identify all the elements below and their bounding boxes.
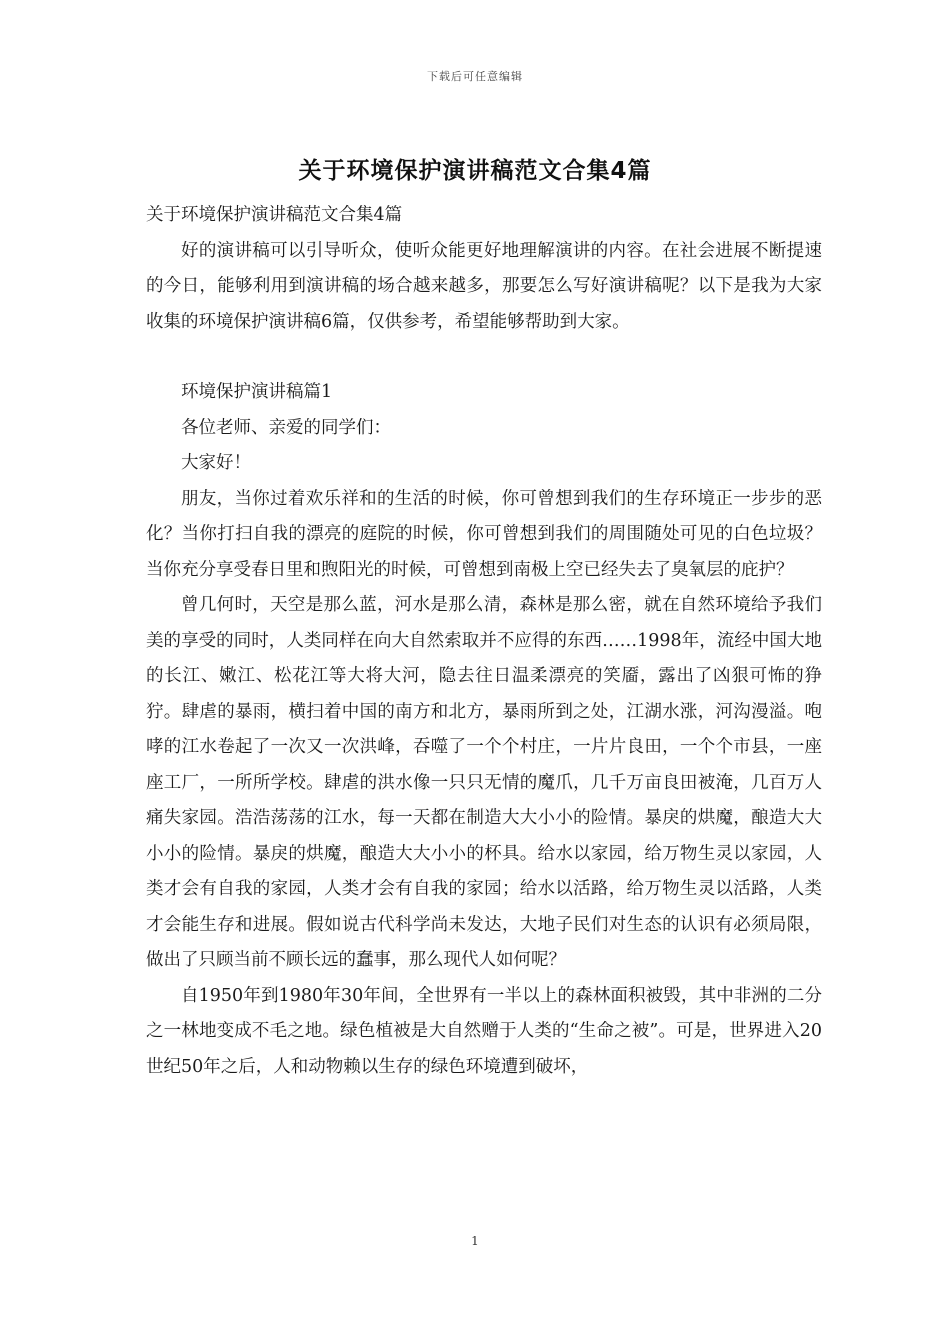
- body-paragraph: 朋友，当你过着欢乐祥和的生活的时候，你可曾想到我们的生存环境正一步步的恶化？当你打扫自我的漂亮的庭院的时候，你可曾想到我们的周围随处可见的白色垃圾？当你充分享受春日里和煦阳光的时候，可曾想到南极上空已经失去了臭氧层的庇护？: [146, 488, 822, 580]
- greeting: 大家好！: [181, 453, 251, 473]
- section-heading: 环境保护演讲稿篇1: [181, 382, 333, 402]
- salutation: 各位老师、亲爱的同学们：: [181, 417, 391, 438]
- page-number: 1: [471, 1234, 479, 1248]
- paragraph-spacer: [146, 340, 822, 375]
- document-body: [146, 198, 822, 1085]
- body-paragraph: 曾几何时，天空是那么蓝，河水是那么清，森林是那么密，就在自然环境给予我们美的享受的同时，人类同样在向大自然索取并不应得的东西……1998年，流经中国大地的长江、嫩江、松花江等大将大河，隐去往日温柔漂亮的笑靥，露出了凶狠可怖的狰狞。肆虐的暴雨，横扫着中国的南方和北方，暴雨所到之处，江湖水涨，河沟漫溢。咆哮的江水卷起了一次又一次洪峰，吞噬了一个个村庄，一片片良田，一个个市县，一座座工厂，一所所学校。肆虐的洪水像一只只无情的魔爪，几千万亩良田被淹，几百万人痛失家园。浩浩荡荡的江水，每一天都在制造大大小小的险情。暴戾的烘魔，酿造大大小小的险情。暴戾的烘魔，酿造大大小小的杯具。给水以家园，给万物生灵以家园，人类才会有自我的家园，人类才会有自我的家园；给水以活路，给万物生灵以活路，人类才会能生存和进展。假如说古代科学尚未发达，大地子民们对生态的认识有必须局限，做出了只顾当前不顾长远的蠢事，那么现代人如何呢？: [146, 595, 822, 970]
- page-header-note: 下载后可任意编辑: [427, 70, 523, 83]
- document-title: 关于环境保护演讲稿范文合集4篇: [298, 158, 652, 184]
- document-subtitle: 关于环境保护演讲稿范文合集4篇: [146, 205, 403, 225]
- body-paragraph: 自1950年到1980年30年间，全世界有一半以上的森林面积被毁，其中非洲的二分之一林地变成不毛之地。绿色植被是大自然赠于人类的“生命之被”。可是，世界进入20世纪50年之后，人和动物赖以生存的绿色环境遭到破坏，: [146, 985, 822, 1077]
- intro-paragraph: 好的演讲稿可以引导听众，使听众能更好地理解演讲的内容。在社会进展不断提速的今日，能够利用到演讲稿的场合越来越多，那要怎么写好演讲稿呢？以下是我为大家收集的环境保护演讲稿6篇，仅供参考，希望能够帮助到大家。: [146, 240, 822, 332]
